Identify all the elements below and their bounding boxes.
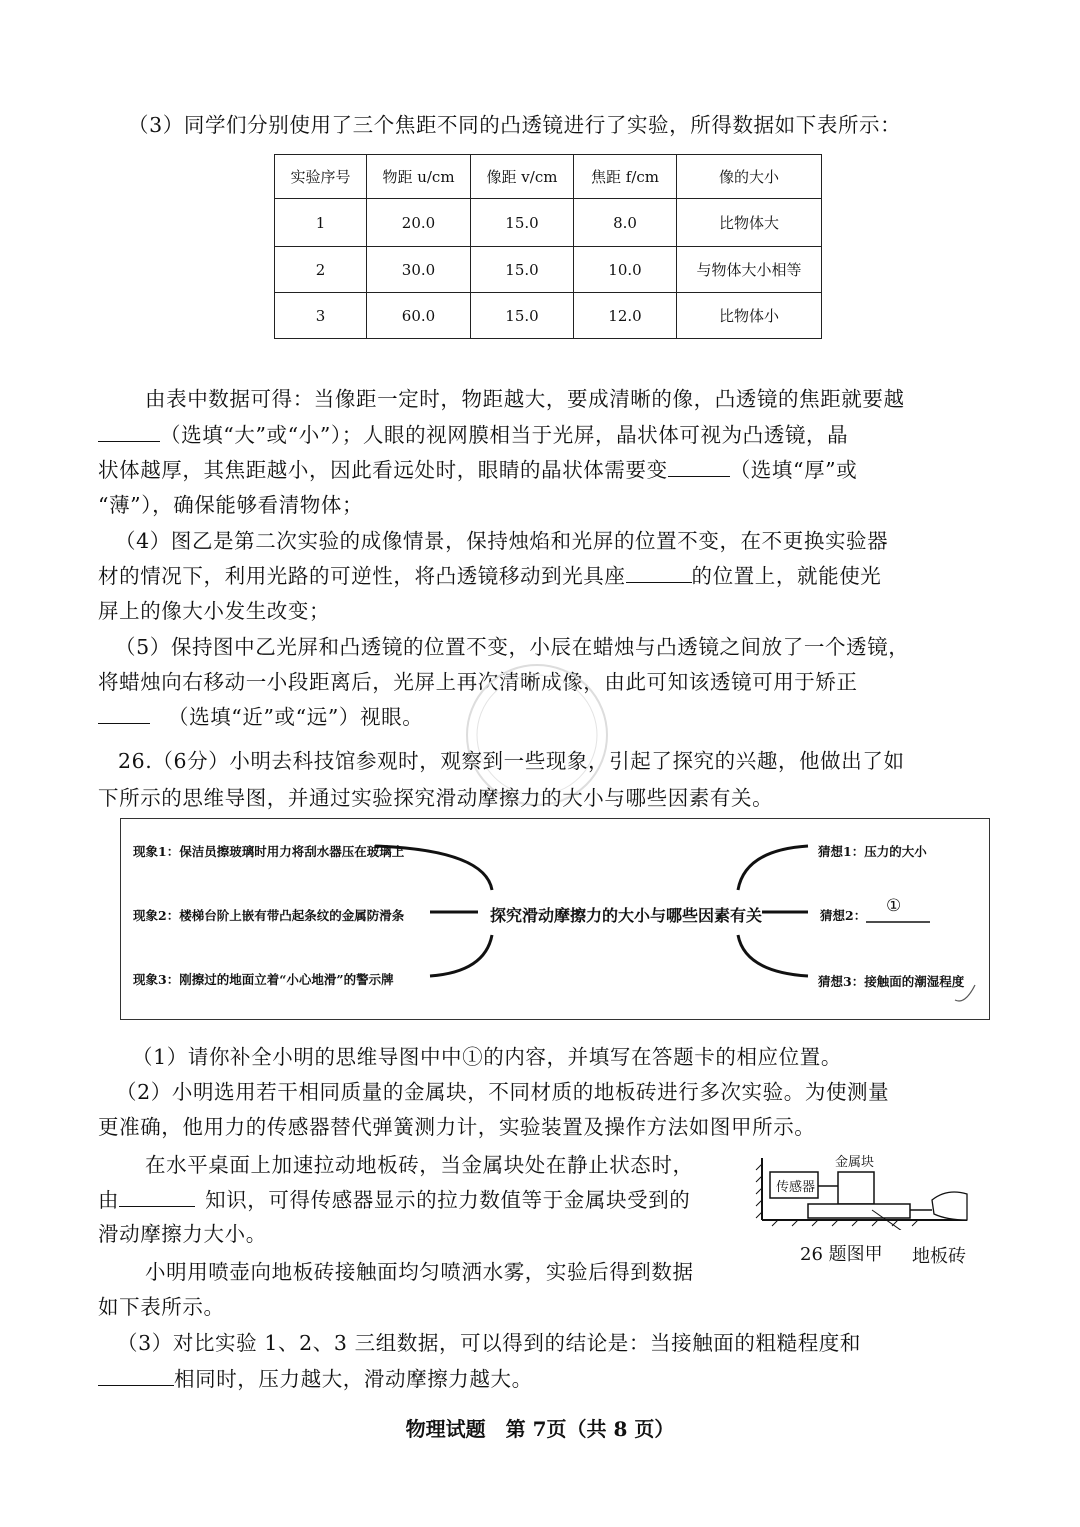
mindmap-guess-1: 猜想1：压力的大小 [818, 844, 927, 859]
q25-p4-line1: （4）图乙是第二次实验的成像情景，保持烛焰和光屏的位置不变，在不更换实验器 [115, 529, 889, 553]
q26-s2-line6: 小明用喷壶向地板砖接触面均匀喷洒水雾，实验后得到数据 [145, 1260, 694, 1284]
table-cell: 3 [275, 293, 367, 339]
table-cell: 与物体大小相等 [677, 247, 822, 293]
table-header: 像距 v/cm [471, 155, 574, 199]
q26-s2-line3: 在水平桌面上加速拉动地板砖，当金属块处在静止状态时， [145, 1153, 694, 1177]
q26-s3-line1: （3）对比实验 1、2、3 三组数据，可以得到的结论是：当接触面的粗糙程度和 [117, 1331, 862, 1355]
text: 材的情况下，利用光路的可逆性，将凸透镜移动到光具座 [98, 564, 626, 588]
text: 相同时，压力越大，滑动摩擦力越大。 [174, 1367, 533, 1391]
q26-s2-line4 [98, 1183, 690, 1213]
table-cell: 15.0 [471, 199, 574, 247]
text: 状体越厚，其焦距越小，因此看远处时，眼睛的晶状体需要变 [98, 458, 668, 482]
q25-p3-line4: “薄”），确保能够看清物体； [98, 493, 364, 517]
figure-caption: 26 题图甲 [800, 1244, 883, 1265]
answer-blank [119, 1205, 195, 1207]
q26-intro-line1: 26.（6分）小明去科技馆参观时，观察到一些现象，引起了探究的兴趣，他做出了如 [118, 749, 905, 773]
q26-intro-line2: 下所示的思维导图，并通过实验探究滑动摩擦力的大小与哪些因素有关。 [98, 786, 774, 810]
table-header: 物距 u/cm [367, 155, 471, 199]
table-header: 焦距 f/cm [574, 155, 677, 199]
table-header: 实验序号 [275, 155, 367, 199]
mindmap-blank-marker: ① [886, 896, 902, 916]
mindmap-guess-2: 猜想2： [820, 908, 867, 923]
answer-blank [98, 1384, 174, 1386]
page-footer: 物理试题 第 7页（共 8 页） [405, 1417, 675, 1441]
table-cell: 8.0 [574, 199, 677, 247]
q25-p4-line3: 屏上的像大小发生改变； [98, 599, 331, 623]
text: （选填“大”或“小”）；人眼的视网膜相当于光屏，晶状体可视为凸透镜，晶 [160, 423, 849, 447]
table-cell: 比物体小 [677, 293, 822, 339]
table-cell: 1 [275, 199, 367, 247]
q25-p3-line1: 由表中数据可得：当像距一定时，物距越大，要成清晰的像，凸透镜的焦距就要越 [145, 387, 905, 411]
text: 知识，可得传感器显示的拉力数值等于金属块受到的 [205, 1188, 691, 1212]
table-cell: 15.0 [471, 247, 574, 293]
mindmap-center-topic: 探究滑动摩擦力的大小与哪些因素有关 [490, 906, 763, 925]
figure-tile-label: 地板砖 [912, 1246, 966, 1267]
table-header: 像的大小 [677, 155, 822, 199]
mindmap-guess-3: 猜想3：接触面的潮湿程度 [818, 974, 965, 989]
mindmap-phenomenon-1: 现象1：保洁员擦玻璃时用力将刮水器压在玻璃上 [133, 844, 405, 859]
q26-s2-line2: 更准确，他用力的传感器替代弹簧测力计，实验装置及操作方法如图甲所示。 [98, 1115, 816, 1139]
mindmap-phenomenon-2: 现象2：楼梯台阶上嵌有带凸起条纹的金属防滑条 [133, 908, 405, 923]
table-cell: 60.0 [367, 293, 471, 339]
q25-p5-line2: 将蜡烛向右移动一小段距离后，光屏上再次清晰成像，由此可知该透镜可用于矫正 [98, 670, 858, 694]
text: （选填“近”或“远”）视眼。 [168, 705, 424, 729]
text: 由 [98, 1188, 120, 1212]
table-cell: 30.0 [367, 247, 471, 293]
q26-s2-line7: 如下表所示。 [98, 1295, 225, 1319]
text: （选填“厚”或 [729, 458, 858, 482]
table-cell: 10.0 [574, 247, 677, 293]
q26-s2-line5: 滑动摩擦力大小。 [98, 1222, 267, 1246]
q26-s2-line1: （2）小明选用若干相同质量的金属块，不同材质的地板砖进行多次实验。为使测量 [116, 1080, 890, 1104]
q25-p5-line1: （5）保持图中乙光屏和凸透镜的位置不变，小辰在蜡烛与凸透镜之间放了一个透镜， [115, 635, 910, 659]
q26-s3-line2 [98, 1362, 533, 1392]
table-cell: 比物体大 [677, 199, 822, 247]
table-cell: 12.0 [574, 293, 677, 339]
q26-s1: （1）请你补全小明的思维导图中中①的内容，并填写在答题卡的相应位置。 [132, 1045, 842, 1069]
text: 的位置上，就能使光 [691, 564, 882, 588]
figure-sensor-label: 传感器 [776, 1180, 816, 1195]
table-cell: 2 [275, 247, 367, 293]
q25-part3-intro: （3）同学们分别使用了三个焦距不同的凸透镜进行了实验，所得数据如下表所示： [128, 113, 902, 137]
table-cell: 15.0 [471, 293, 574, 339]
table-cell: 20.0 [367, 199, 471, 247]
figure-block-label: 金属块 [835, 1155, 875, 1170]
mindmap-phenomenon-3: 现象3：刚擦过的地面立着“小心地滑”的警示牌 [133, 972, 394, 987]
